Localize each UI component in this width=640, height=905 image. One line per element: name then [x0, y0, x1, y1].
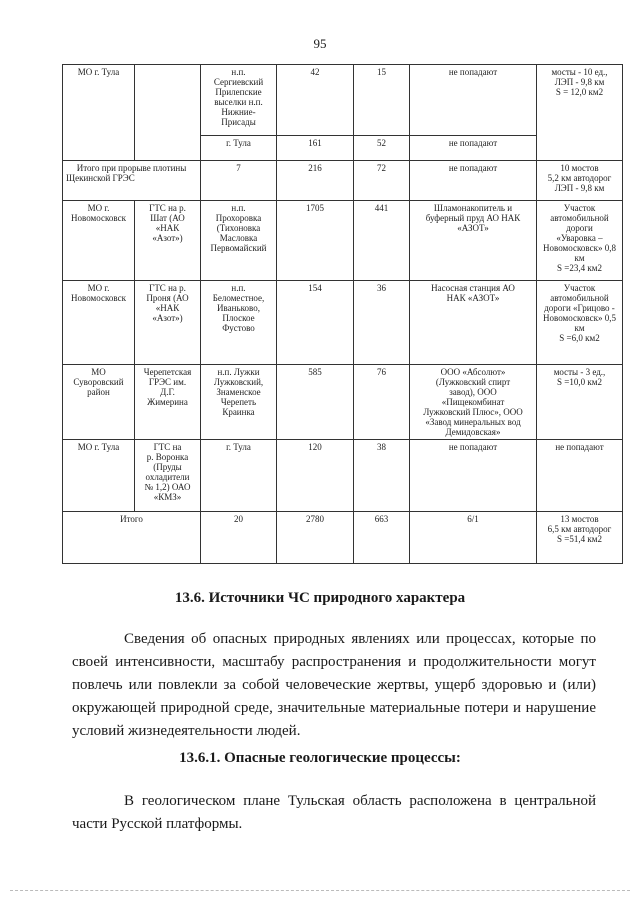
table-cell: ГТС на р. Шат (АО «НАК «Азот») [135, 201, 201, 281]
table-cell: 7 [201, 161, 277, 201]
table-cell: мосты - 10 ед., ЛЭП - 9,8 км S = 12,0 км2 [537, 65, 623, 161]
table-cell: 15 [354, 65, 410, 136]
table-cell: Итого [63, 512, 201, 564]
table-cell: н.п. Беломестное, Иваньково, Плоское Фустово [201, 281, 277, 365]
table-cell: Участок автомобильной дороги «Грицово - Новомосковск» 0,5 км S =6,0 км2 [537, 281, 623, 365]
table-row-total [63, 512, 623, 564]
table-cell: н.п. Сергиевский Прилепские выселки н.п. Нижние- Присады [201, 65, 277, 136]
table-cell: 36 [354, 281, 410, 365]
table-cell: не попадают [410, 136, 537, 161]
hydraulic-hazard-table [62, 64, 623, 564]
table-cell: МО г. Тула [63, 440, 135, 512]
table-cell: не попадают [410, 440, 537, 512]
table-cell: Черепетская ГРЭС им. Д.Г. Жимерина [135, 365, 201, 440]
page-number: 95 [313, 36, 327, 51]
table-cell: ООО «Абсолют» (Лужковский спирт завод), ООО «Пищекомбинат Лужковский Плюс», ООО «Завод минеральных вод Демидовская» [410, 365, 537, 440]
table-cell: не попадают [537, 440, 623, 512]
table-cell: ГТС на р. Проня (АО «НАК «Азот») [135, 281, 201, 365]
table-cell: Участок автомобильной дороги «Уваровка – Новомосковск» 0,8 км S =23,4 км2 [537, 201, 623, 281]
table-cell: 1705 [277, 201, 354, 281]
table-cell: МО г. Новомосковск [63, 201, 135, 281]
subsection-heading: 13.6.1. Опасные геологические процессы: [179, 750, 461, 766]
table-cell: МО г. Новомосковск [63, 281, 135, 365]
section-heading: 13.6. Источники ЧС природного характера [174, 590, 466, 606]
footer-divider [10, 890, 630, 891]
table-cell: н.п. Прохоровка (Тихоновка Масловка Первомайский [201, 201, 277, 281]
table-cell: не попадают [410, 65, 537, 136]
table-row [63, 440, 623, 512]
table-cell: 161 [277, 136, 354, 161]
table-cell: 154 [277, 281, 354, 365]
table-cell: Насосная станция АО НАК «АЗОТ» [410, 281, 537, 365]
body-paragraph: Сведения об опасных природных явлениях или процессах, которые по своей интенсивности, масштабу распространения и продолжительности могут повлечь или повлекли за собой человеческие жертвы, ущерб здоровью и (или) окружающей природной среде, значительные материальные потери и нарушение условий жизнедеятельности людей. [72, 631, 596, 739]
table-cell: 10 мостов 5,2 км автодорог ЛЭП - 9,8 км [537, 161, 623, 201]
table-cell: 6/1 [410, 512, 537, 564]
table-cell: Шламонакопитель и буферный пруд АО НАК «АЗОТ» [410, 201, 537, 281]
table-cell: МО г. Тула [63, 65, 135, 161]
table-cell: мосты - 3 ед., S =10,0 км2 [537, 365, 623, 440]
table-cell: МО Суворовский район [63, 365, 135, 440]
table-cell: н.п. Лужки Лужковский, Знаменское Черепеть Краинка [201, 365, 277, 440]
table-cell: 38 [354, 440, 410, 512]
body-paragraph: В геологическом плане Тульская область расположена в центральной части Русской платформы. [72, 793, 596, 832]
table-cell: г. Тула [201, 440, 277, 512]
table-cell: 13 мостов 6,5 км автодорог S =51,4 км2 [537, 512, 623, 564]
table-cell: Итого при прорыве плотины Щекинской ГРЭС [63, 161, 201, 201]
table-cell: 20 [201, 512, 277, 564]
table-cell: г. Тула [201, 136, 277, 161]
table-cell [135, 65, 201, 161]
table-cell: 585 [277, 365, 354, 440]
table-cell: 72 [354, 161, 410, 201]
table-row [63, 65, 623, 136]
table-cell: 2780 [277, 512, 354, 564]
table-row [63, 365, 623, 440]
table-cell: 216 [277, 161, 354, 201]
table-cell: 52 [354, 136, 410, 161]
table-cell: 441 [354, 201, 410, 281]
table-row [63, 161, 623, 201]
table-cell: ГТС на р. Воронка (Пруды охладители № 1,2) ОАО «КМЗ» [135, 440, 201, 512]
table-cell: не попадают [410, 161, 537, 201]
table-cell: 663 [354, 512, 410, 564]
table-row [63, 201, 623, 281]
table-cell: 42 [277, 65, 354, 136]
table-row [63, 281, 623, 365]
table-cell: 120 [277, 440, 354, 512]
table-cell: 76 [354, 365, 410, 440]
